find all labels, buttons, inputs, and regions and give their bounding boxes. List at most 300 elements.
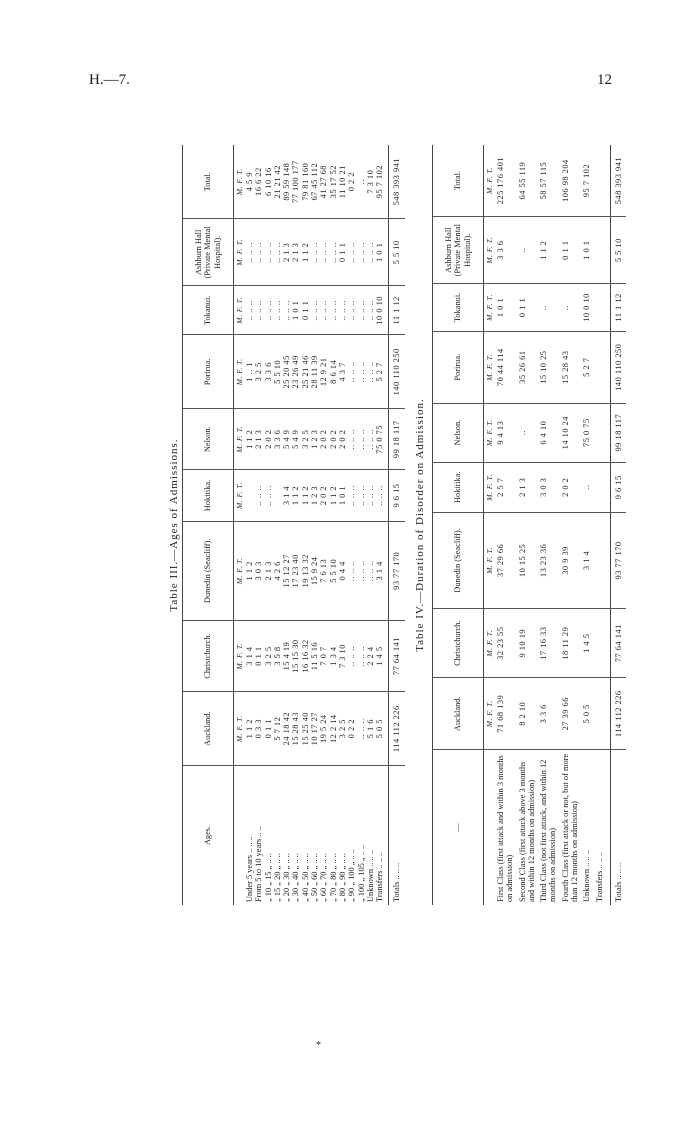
table-cell: 1 4 5: [375, 620, 384, 692]
table-cell: 8 6 14: [329, 335, 338, 409]
table-iv: [432, 145, 626, 905]
totals-cell: 9 6 15: [389, 470, 405, 522]
table-cell: .. .. ..: [357, 219, 366, 286]
table-cell: .. .. ..: [347, 620, 356, 692]
row-label: „ 100 „ 105 „ .. ..: [356, 844, 366, 902]
table-cell: 1 .. 1: [245, 335, 254, 409]
table-cell: 11 5 16: [310, 620, 319, 692]
totals-cell: 9 6 15: [610, 462, 626, 512]
table-cell: 1 0 1: [375, 219, 384, 286]
table-cell: 0 4 4: [338, 521, 347, 620]
table-cell: 3 1 4: [581, 512, 593, 608]
row-label: „ 70 „ 80 „ .. ..: [328, 853, 338, 902]
table-cell: 5 0 5: [375, 692, 384, 766]
table-cell: 1 1 2: [301, 470, 310, 522]
table-cell: .. .. ..: [245, 286, 254, 335]
table-cell: .. .. ..: [329, 286, 338, 335]
table-cell: 13 23 36: [538, 512, 560, 608]
table-row: [301, 145, 310, 905]
table-cell: 27 39 66: [560, 678, 582, 750]
totals-cell: 99 18 117: [610, 403, 626, 462]
table-cell: 11 10 21: [338, 145, 347, 219]
table-cell: 10 15 25: [517, 512, 539, 608]
table-cell: 4 5 9: [245, 145, 254, 219]
table-cell: 7 6 13: [319, 521, 328, 620]
table-cell: 1 3 4: [329, 620, 338, 692]
table-cell: 5 1 6: [366, 692, 375, 766]
table-cell: 28 11 39: [310, 335, 319, 409]
table-row: [329, 145, 338, 905]
totals-cell: 5 5 10: [389, 219, 405, 286]
table-cell: .. .. ..: [329, 219, 338, 286]
table-row: [560, 145, 582, 905]
table-cell: 95 7 102: [581, 145, 593, 217]
subheader-mft: M. F. T.: [234, 692, 246, 766]
table-cell: 10 0 10: [581, 284, 593, 332]
table-cell: .. .. ..: [366, 521, 375, 620]
table-cell: 3 0 3: [254, 521, 263, 620]
row-label: „ 80 „ 90 „ .. ..: [337, 853, 347, 902]
totals-cell: 548 393 941: [389, 145, 405, 219]
table-cell: [594, 608, 606, 678]
row-label: „ 30 „ 40 „ .. ..: [291, 853, 301, 902]
table-cell: 3 1 4: [245, 620, 254, 692]
table-cell: 2 0 2: [560, 462, 582, 512]
table-cell: 2 0 2: [264, 409, 273, 470]
table-cell: .. .. ..: [254, 470, 263, 522]
table-cell: 5 7 12: [273, 692, 282, 766]
table-cell: 1 0 1: [495, 284, 517, 332]
table-row: [375, 145, 384, 905]
table-cell: 2 1 3: [282, 219, 291, 286]
table-cell: .. .. ..: [347, 470, 356, 522]
table-cell: 2 1 3: [291, 219, 300, 286]
table-iii-block: [166, 145, 406, 905]
table-cell: 79 81 160: [301, 145, 310, 219]
table-cell: .. .. ..: [310, 286, 319, 335]
table-cell: 2 0 2: [338, 409, 347, 470]
table-cell: 4 2 6: [273, 521, 282, 620]
table-cell: .. .. ..: [357, 470, 366, 522]
column-header: Christchurch.: [433, 608, 484, 678]
subheader-mft: M. F. T.: [234, 620, 246, 692]
table-row: [291, 145, 300, 905]
subheader-mft: M. F. T.: [234, 521, 246, 620]
table-cell: 1 1 2: [245, 409, 254, 470]
table-cell: .. .. ..: [357, 409, 366, 470]
table-cell: 58 57 115: [538, 145, 560, 217]
table-cell: .. .. ..: [366, 470, 375, 522]
subheader-mft: M. F. T.: [484, 678, 496, 750]
table-cell: 5 0 5: [581, 678, 593, 750]
table-cell: 1 0 1: [581, 217, 593, 284]
table-cell: 95 7 102: [375, 145, 384, 219]
table-cell: 7 0 7: [319, 620, 328, 692]
column-header: Ashburn Hall (Private Mental Hospital).: [433, 217, 484, 284]
table-row: [594, 145, 606, 905]
table-cell: 15 10 25: [538, 331, 560, 403]
totals-cell: 99 18 117: [389, 409, 405, 470]
totals-cell: 140 110 250: [610, 331, 626, 403]
column-header: Dunedin (Seacliff).: [183, 521, 234, 620]
table-cell: 67 45 112: [310, 145, 319, 219]
totals-label: Totals .. .. ..: [389, 766, 405, 906]
table-iv-block: Table IV.—Duration of Disorder on Admission. — Auckland. Christchurch. Dunedin (Seacliff). Hokitika. Nelson. Porirua. Tokanui. Ashburn Hall (Private Mental Hospital). Total. M. F. T. M. F. T. M. F. T. M. F. T. M. F. T. M. F. T. M. F. T. M. F. T. M. F. T. First Class (first attack and within 3 months on admission) 71 68 139 32 23 55 37 29 66 2 5 7 9 4 13 70 44 114 1 0 1 3 3 6 225 176 401 Second Class (first attack above 3 months and within 12 months on admission) 8 2 10 9 10 19 10 15 25 2 1 3 .. 35 26 61 0 1 1 .. 64 55 119 Third Class (not first attack, and within 12 months on admission) 3 3 6 17 16 33 13 23 36 3 0 3 6 4 10 15 10 25 .. 1 1 2 58 57 115 Fourth Class (first attack or not, but of more than 12 months on admission) 27 39 66 18 11 29 30 9 39 2 0 2 14 10 24 15 28 43 .. 0 1 1 106 98 204 Unknown .. .. .. 5 0 5 1 4 5 3 1 4 .. 75 0 75 5 2 7 10 0 10 1 0 1 95 7 102 Transfers .. .. .. Totals .. .. .. 114 112 226 77 64 141 93 77 170 9 6 15 99 18 117 140 110 250 11 1 12 5 5 10 548 393 941: [432, 145, 700, 905]
table-cell: 1 2 3: [310, 409, 319, 470]
table-header-row: [183, 145, 234, 905]
row-label: Unknown .. .. ..: [582, 850, 592, 902]
table-cell: 3 5 8: [273, 620, 282, 692]
table-row: [254, 145, 263, 905]
table-row: [264, 145, 273, 905]
table-cell: [245, 470, 254, 522]
table-cell: 1 2 3: [310, 470, 319, 522]
table-cell: 1 1 2: [301, 219, 310, 286]
subheader-mft: M. F. T.: [484, 331, 496, 403]
totals-cell: 5 5 10: [610, 217, 626, 284]
table-cell: 14 10 24: [560, 403, 582, 462]
table-row: [366, 145, 375, 905]
row-label: From 5 to 10 years .. ..: [254, 826, 264, 902]
table-cell: [594, 403, 606, 462]
table-cell: 3 1 4: [282, 470, 291, 522]
table-cell: 5 2 7: [581, 331, 593, 403]
table-cell: 3 2 5: [264, 620, 273, 692]
table-cell: 2 0 2: [319, 409, 328, 470]
table-cell: 41 27 68: [319, 145, 328, 219]
table-cell: .. .. ..: [273, 219, 282, 286]
table-cell: 0 2 2: [347, 692, 356, 766]
footer-mark: *: [316, 1040, 321, 1051]
table-cell: .. .. ..: [282, 286, 291, 335]
subheader-row: [234, 145, 246, 905]
totals-row: [389, 145, 405, 905]
column-header: Hokitika.: [183, 470, 234, 522]
row-label: „ 90 „ 100 „ .. ..: [347, 848, 357, 902]
subheader-mft: M. F. T.: [484, 462, 496, 512]
table-cell: 3 3 6: [538, 678, 560, 750]
table-cell: 2 0 2: [319, 470, 328, 522]
table-cell: .. .. ..: [264, 470, 273, 522]
table-cell: 2 0 2: [329, 409, 338, 470]
table-cell: ..: [357, 145, 366, 219]
table-cell: 9 4 13: [495, 403, 517, 462]
subheader-mft: M. F. T.: [234, 286, 246, 335]
table-cell: 23 26 49: [291, 335, 300, 409]
table-cell: 7 3 10: [366, 145, 375, 219]
subheader-mft: M. F. T.: [234, 409, 246, 470]
totals-cell: 77 64 141: [389, 620, 405, 692]
table-row: [357, 145, 366, 905]
table-cell: [594, 331, 606, 403]
table-cell: 15 28 43: [560, 331, 582, 403]
column-header: Porirua.: [433, 331, 484, 403]
table-cell: 6 10 16: [264, 145, 273, 219]
table-cell: [594, 462, 606, 512]
table-cell: [273, 470, 282, 522]
table-cell: 21 21 42: [273, 145, 282, 219]
subheader-mft: M. F. T.: [484, 284, 496, 332]
row-label: Fourth Class (first attack or not, but of more than 12 months on admission): [560, 753, 580, 902]
table-cell: 2 5 7: [495, 462, 517, 512]
row-label: Second Class (first attack above 3 months and within 12 months on admission): [517, 761, 536, 902]
column-header: Tokanui.: [433, 284, 484, 332]
table-cell: 15 12 27: [282, 521, 291, 620]
row-label: Transfers .. .. ..: [375, 851, 385, 902]
table-cell: 106 98 204: [560, 145, 582, 217]
subheader-mft: M. F. T.: [234, 470, 246, 522]
column-header: Christchurch.: [183, 620, 234, 692]
column-header: Dunedin (Seacliff).: [433, 512, 484, 608]
table-cell: 15 9 24: [310, 521, 319, 620]
table-cell: 17 23 40: [291, 521, 300, 620]
table-cell: .. .. ..: [347, 335, 356, 409]
totals-cell: 11 1 12: [389, 286, 405, 335]
table-row: [495, 145, 517, 905]
table-cell: .. .. ..: [366, 409, 375, 470]
table-cell: 0 1 1: [338, 219, 347, 286]
table-cell: 35 26 61: [517, 331, 539, 403]
column-header: Ashburn Hall (Private Mental Hospital).: [183, 219, 234, 286]
subheader-mft: M. F. T.: [234, 335, 246, 409]
table-row: [538, 145, 560, 905]
table-cell: 3 2 5: [301, 409, 310, 470]
totals-label: Totals .. .. ..: [610, 750, 626, 906]
table-cell: 18 11 29: [560, 608, 582, 678]
totals-cell: 114 112 226: [610, 678, 626, 750]
table-cell: 0 1 1: [301, 286, 310, 335]
table-cell: 12 2 14: [329, 692, 338, 766]
table-cell: 3 3 6: [264, 335, 273, 409]
table-cell: 5 4 9: [291, 409, 300, 470]
subheader-mft: M. F. T.: [484, 512, 496, 608]
row-label: „ 10 „ 15 „ .. ..: [263, 853, 273, 902]
table-cell: 9 10 19: [517, 608, 539, 678]
table-iii: [182, 145, 405, 905]
table-cell: [594, 678, 606, 750]
table-cell: 1 4 5: [581, 608, 593, 678]
table-cell: 15 28 43: [291, 692, 300, 766]
subheader-mft: M. F. T.: [484, 145, 496, 217]
column-header: Porirua.: [183, 335, 234, 409]
subheader-blank: [484, 750, 496, 906]
table-cell: 3 0 3: [538, 462, 560, 512]
table-iii-title: Table III.—Ages of Admissions.: [168, 438, 180, 612]
table-cell: [594, 217, 606, 284]
table-cell: .. .. ..: [366, 335, 375, 409]
totals-cell: 11 1 12: [610, 284, 626, 332]
column-header: Auckland.: [183, 692, 234, 766]
totals-cell: 93 77 170: [389, 521, 405, 620]
page-number: 12: [597, 72, 612, 88]
table-cell: 1 1 2: [291, 470, 300, 522]
table-cell: .. .. ..: [357, 286, 366, 335]
table-cell: 75 0 75: [375, 409, 384, 470]
table-cell: 7 3 10: [338, 620, 347, 692]
column-header: —: [433, 750, 484, 906]
table-cell: 32 23 55: [495, 608, 517, 678]
table-cell: .. .. ..: [319, 219, 328, 286]
table-cell: .. .. ..: [254, 219, 263, 286]
table-cell: 17 16 33: [538, 608, 560, 678]
row-label: „ 50 „ 60 „ .. ..: [310, 853, 320, 902]
table-cell: .. .. ..: [347, 521, 356, 620]
row-label: Transfers .. .. ..: [594, 851, 604, 902]
table-cell: 5 2 7: [375, 335, 384, 409]
table-cell: .. .. ..: [357, 620, 366, 692]
table-cell: 5 4 9: [282, 409, 291, 470]
table-cell: 15 25 40: [301, 692, 310, 766]
table-cell: 19 5 24: [319, 692, 328, 766]
table-cell: .. .. ..: [357, 692, 366, 766]
row-label: First Class (first attack and within 3 months on admission): [496, 755, 515, 902]
table-cell: 89 59 148: [282, 145, 291, 219]
table-cell: .. .. ..: [338, 286, 347, 335]
table-cell: [594, 512, 606, 608]
table-row: [282, 145, 291, 905]
table-cell: 35 17 52: [329, 145, 338, 219]
row-label: „ 20 „ 30 „ .. ..: [282, 853, 292, 902]
table-cell: .. .. ..: [347, 409, 356, 470]
column-header: Hokitika.: [433, 462, 484, 512]
column-header: Total.: [183, 145, 234, 219]
row-label: „ 60 „ 70 „ .. ..: [319, 853, 329, 902]
table-cell: .. .. ..: [264, 286, 273, 335]
table-row: [310, 145, 319, 905]
totals-cell: 77 64 141: [610, 608, 626, 678]
table-cell: .. .. ..: [366, 219, 375, 286]
table-row: [273, 145, 282, 905]
table-cell: 2 1 3: [254, 409, 263, 470]
table-cell: .. .. ..: [357, 521, 366, 620]
table-cell: 16 16 32: [301, 620, 310, 692]
table-cell: 0 1 1: [517, 284, 539, 332]
table-cell: 0 3 3: [254, 692, 263, 766]
column-header: Tokanui.: [183, 286, 234, 335]
table-cell: 15 4 19: [282, 620, 291, 692]
row-label: Third Class (not first attack, and within 12 months on admission): [539, 759, 558, 902]
subheader-row: [484, 145, 496, 905]
subheader-mft: M. F. T.: [234, 145, 246, 219]
table-cell: [594, 145, 606, 217]
totals-cell: 93 77 170: [610, 512, 626, 608]
table-cell: 3 2 5: [254, 335, 263, 409]
table-row: [347, 145, 356, 905]
table-cell: 0 1 1: [254, 620, 263, 692]
table-cell: [594, 284, 606, 332]
table-cell: 0 1 1: [560, 217, 582, 284]
column-header: Nelson.: [433, 403, 484, 462]
table-cell: .. .. ..: [357, 335, 366, 409]
row-label: „ 40 „ 50 „ .. ..: [300, 853, 310, 902]
row-label: „ 15 „ 20 „ .. ..: [272, 853, 282, 902]
table-cell: 8 2 10: [517, 678, 539, 750]
table-cell: 1 1 2: [329, 470, 338, 522]
table-cell: 3 3 6: [273, 409, 282, 470]
table-cell: .. .. ..: [347, 219, 356, 286]
table-cell: 75 0 75: [581, 403, 593, 462]
table-cell: 71 68 139: [495, 678, 517, 750]
subheader-mft: M. F. T.: [234, 219, 246, 286]
table-row: [581, 145, 593, 905]
table-cell: 12 9 21: [319, 335, 328, 409]
totals-cell: 114 112 226: [389, 692, 405, 766]
table-row: [245, 145, 254, 905]
column-header: Auckland.: [433, 678, 484, 750]
table-row: [517, 145, 539, 905]
table-cell: 1 1 2: [538, 217, 560, 284]
table-cell: .. .. ..: [375, 470, 384, 522]
table-cell: 3 1 4: [375, 521, 384, 620]
totals-cell: 548 393 941: [610, 145, 626, 217]
table-cell: .. .. ..: [264, 219, 273, 286]
table-cell: 25 20 45: [282, 335, 291, 409]
table-cell: 10 17 27: [310, 692, 319, 766]
table-cell: 5 5 10: [273, 335, 282, 409]
table-cell: 225 176 401: [495, 145, 517, 217]
subheader-blank: [234, 766, 246, 906]
table-cell: 0 2 2: [347, 145, 356, 219]
table-cell: 6 4 10: [538, 403, 560, 462]
column-header: Total.: [433, 145, 484, 217]
table-cell: ..: [560, 284, 582, 332]
table-cell: 2 2 4: [366, 620, 375, 692]
table-cell: 24 18 42: [282, 692, 291, 766]
table-cell: 25 21 46: [301, 335, 310, 409]
table-cell: ..: [517, 403, 539, 462]
table-cell: 16 6 22: [254, 145, 263, 219]
table-cell: 2 1 3: [517, 462, 539, 512]
table-cell: 15 15 30: [291, 620, 300, 692]
table-cell: .. .. ..: [319, 286, 328, 335]
table-cell: 64 55 119: [517, 145, 539, 217]
table-cell: .. .. ..: [366, 286, 375, 335]
table-cell: 37 29 66: [495, 512, 517, 608]
subheader-mft: M. F. T.: [484, 608, 496, 678]
row-label: Unknown .. .. ..: [365, 850, 375, 902]
table-cell: ..: [581, 462, 593, 512]
row-label: Under 5 years .. .. ..: [245, 836, 254, 902]
page-header-left: H.—7.: [89, 72, 130, 88]
table-cell: .. .. ..: [245, 219, 254, 286]
table-cell: 2 1 3: [264, 521, 273, 620]
table-cell: .. .. ..: [310, 219, 319, 286]
table-cell: 3 2 5: [338, 692, 347, 766]
table-cell: 1 0 1: [291, 286, 300, 335]
table-row: [319, 145, 328, 905]
table-header-row: [433, 145, 484, 905]
table-cell: .. .. ..: [254, 286, 263, 335]
totals-row: [610, 145, 626, 905]
table-cell: 4 3 7: [338, 335, 347, 409]
table-cell: ..: [517, 217, 539, 284]
table-cell: .. .. ..: [273, 286, 282, 335]
table-cell: 70 44 114: [495, 331, 517, 403]
column-header: Nelson.: [183, 409, 234, 470]
column-header: Ages.: [183, 766, 234, 906]
table-cell: 77 100 177: [291, 145, 300, 219]
table-cell: 10 0 10: [375, 286, 384, 335]
subheader-mft: M. F. T.: [484, 217, 496, 284]
table-cell: ..: [538, 284, 560, 332]
table-cell: 3 3 6: [495, 217, 517, 284]
table-cell: 0 1 1: [264, 692, 273, 766]
table-cell: 19 13 32: [301, 521, 310, 620]
subheader-mft: M. F. T.: [484, 403, 496, 462]
table-cell: 30 9 39: [560, 512, 582, 608]
totals-cell: 140 110 250: [389, 335, 405, 409]
table-cell: .. .. ..: [347, 286, 356, 335]
